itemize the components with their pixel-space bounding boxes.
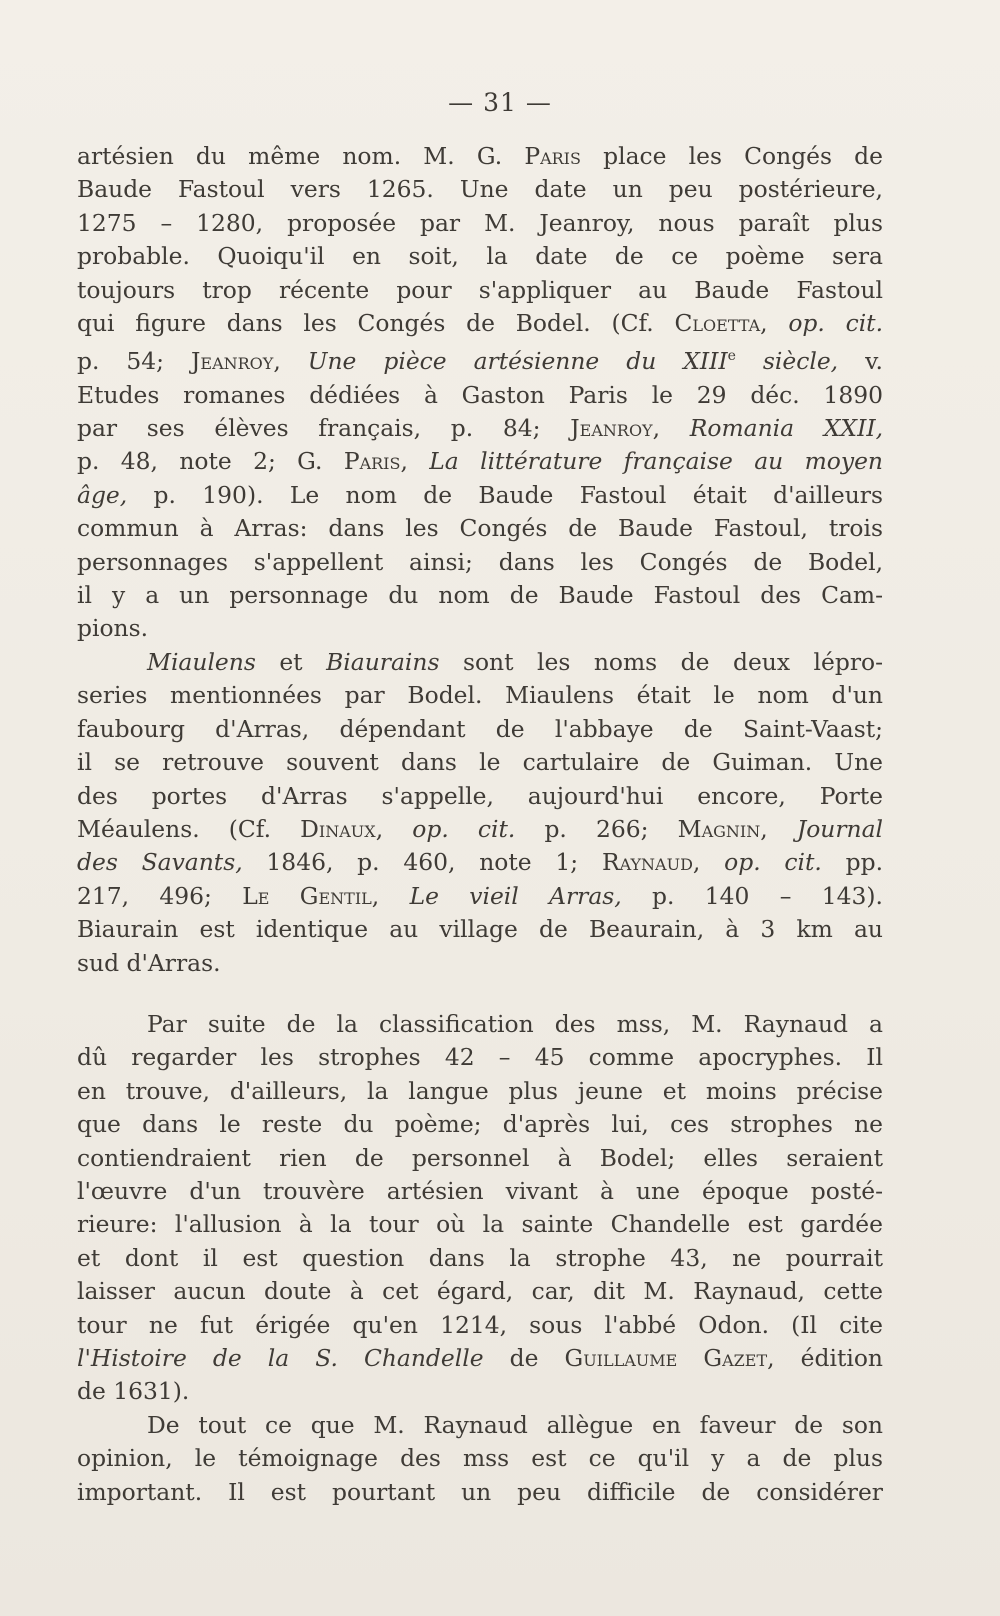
text-segment: Journal — [796, 814, 884, 843]
text-line — [77, 713, 883, 746]
text-segment: 1846, p. 460, note 1; — [242, 848, 602, 877]
text-segment: des portes d'Arras s'appelle, aujourd'hui encore, Porte — [77, 781, 883, 810]
text-line — [77, 445, 883, 478]
text-line — [77, 579, 883, 612]
text-segment: Baude Fastoul vers 1265. Une date un peu postérieure, — [77, 175, 883, 204]
text-segment: Biaurain est identique au village de Beaurain, à 3 km au — [77, 915, 883, 944]
text-segment: , — [692, 848, 725, 877]
text-segment: De tout ce que M. Raynaud allègue en faveur de son — [147, 1410, 883, 1439]
text-segment: Paris — [343, 447, 401, 476]
text-segment: des Savants, — [77, 848, 243, 877]
text-line — [77, 1175, 883, 1208]
text-segment: sud d'Arras. — [77, 948, 221, 977]
text-segment: l'œuvre d'un trouvère artésien vivant à une époque posté- — [77, 1176, 883, 1205]
text-segment: 1275 – 1280, proposée par M. Jeanroy, nous paraît plus — [77, 208, 883, 237]
text-segment: Dinaux — [300, 814, 376, 843]
text-line — [77, 340, 883, 378]
text-segment: op. cit. — [788, 309, 884, 338]
text-line — [77, 379, 883, 412]
text-line — [77, 646, 883, 679]
text-segment: Biaurains — [326, 647, 440, 676]
text-segment: p. 54; — [77, 347, 192, 376]
text-segment: pp. — [821, 848, 884, 877]
text-line — [77, 1041, 883, 1074]
text-line — [77, 240, 883, 273]
paragraph-gap — [77, 980, 883, 1008]
text-segment: de 1631). — [77, 1377, 190, 1406]
text-segment: Cloetta — [674, 309, 761, 338]
text-segment: et — [255, 647, 327, 676]
text-segment: l'Histoire de la S. Chandelle — [77, 1344, 484, 1373]
text-line — [77, 173, 883, 206]
text-segment: Guillaume Gazet — [564, 1344, 768, 1373]
text-segment: toujours trop récente pour s'appliquer au Baude Fastoul — [77, 275, 883, 304]
text-line — [77, 1375, 883, 1408]
text-segment: qui figure dans les Congés de Bodel. (Cf. — [77, 309, 675, 338]
text-line — [77, 307, 883, 340]
text-segment: , — [371, 881, 410, 910]
text-segment: important. Il est pourtant un peu difficile de considérer — [77, 1477, 883, 1506]
text-segment: p. 190). Le nom de Baude Fastoul était d'ailleurs — [127, 480, 883, 509]
page-number: — 31 — — [448, 88, 552, 117]
text-line — [77, 880, 883, 913]
text-line — [77, 207, 883, 240]
text-segment: sont les noms de deux lépro- — [439, 647, 883, 676]
text-segment: rieure: l'allusion à la tour où la sainte Chandelle est gardée — [77, 1210, 883, 1239]
text-line — [77, 913, 883, 946]
text-line — [77, 746, 883, 779]
text-line — [77, 1309, 883, 1342]
text-line — [77, 512, 883, 545]
text-line — [77, 1409, 883, 1442]
text-segment: il y a un personnage du nom de Baude Fastoul des Cam- — [77, 581, 883, 610]
text-segment: pions. — [77, 614, 149, 643]
text-segment: , — [760, 814, 797, 843]
text-segment: dû regarder les strophes 42 – 45 comme apocryphes. Il — [77, 1043, 883, 1072]
text-line — [77, 1075, 883, 1108]
text-line — [77, 1476, 883, 1509]
text-segment: v. — [838, 347, 883, 376]
text-segment: de — [483, 1344, 565, 1373]
text-line — [77, 612, 883, 645]
text-line — [77, 274, 883, 307]
text-line — [77, 479, 883, 512]
text-line — [77, 780, 883, 813]
text-segment: Le vieil Arras, — [409, 881, 622, 910]
text-segment: , — [760, 309, 789, 338]
text-line — [77, 1108, 883, 1141]
text-segment: La littérature française au moyen — [429, 447, 883, 476]
body-text — [77, 140, 883, 1509]
text-line — [77, 813, 883, 846]
text-segment: siècle, — [735, 347, 839, 376]
text-segment: e — [727, 348, 736, 365]
text-segment: Le Gentil — [242, 881, 372, 910]
text-line — [77, 1342, 883, 1375]
text-segment: contiendraient rien de personnel à Bodel; elles seraient — [77, 1143, 883, 1172]
text-segment: Romania XXII, — [689, 414, 883, 443]
text-segment: Miaulens — [147, 647, 256, 676]
text-line — [77, 546, 883, 579]
text-segment: , — [400, 447, 430, 476]
text-segment: op. cit. — [724, 848, 822, 877]
text-segment: Magnin — [677, 814, 761, 843]
text-segment: par ses élèves français, p. 84; — [77, 414, 571, 443]
text-segment: que dans le reste du poème; d'après lui, ces strophes ne — [77, 1110, 883, 1139]
text-line — [77, 1442, 883, 1475]
text-segment: , — [652, 414, 690, 443]
text-segment: âge, — [77, 480, 128, 509]
text-segment: et dont il est question dans la strophe 43, ne pourrait — [77, 1243, 883, 1272]
text-line — [77, 679, 883, 712]
text-segment: opinion, le témoignage des mss est ce qu'il y a de plus — [77, 1444, 883, 1473]
text-segment: Etudes romanes dédiées à Gaston Paris le 29 déc. 1890 — [77, 380, 883, 409]
text-segment: Paris — [524, 142, 581, 170]
text-segment: Méaulens. (Cf. — [77, 814, 301, 843]
text-segment: il se retrouve souvent dans le cartulaire de Guiman. Une — [77, 748, 883, 777]
text-line — [77, 846, 883, 879]
text-segment: , — [273, 347, 308, 376]
text-segment: p. 140 – 143). — [621, 881, 883, 910]
text-line — [77, 1208, 883, 1241]
text-segment: Une pièce artésienne du XIII — [307, 347, 728, 376]
text-segment: artésien du même nom. M. G. — [77, 142, 525, 170]
text-segment: en trouve, d'ailleurs, la langue plus jeune et moins précise — [77, 1076, 883, 1105]
text-segment: Jeanroy — [570, 414, 653, 443]
text-line — [77, 1142, 883, 1175]
text-line — [77, 947, 883, 980]
text-segment: personnages s'appellent ainsi; dans les Congés de Bodel, — [77, 547, 883, 576]
text-segment: commun à Arras: dans les Congés de Baude Fastoul, trois — [77, 514, 883, 543]
text-segment: laisser aucun doute à cet égard, car, dit M. Raynaud, cette — [77, 1277, 883, 1306]
text-line — [77, 140, 883, 173]
text-segment: 217, 496; — [77, 881, 243, 910]
text-segment: p. 266; — [515, 814, 678, 843]
text-segment: Jeanroy — [191, 347, 274, 376]
text-segment: op. cit. — [412, 814, 516, 843]
text-line — [77, 1242, 883, 1275]
text-segment: p. 48, note 2; G. — [77, 447, 344, 476]
text-segment: tour ne fut érigée qu'en 1214, sous l'abbé Odon. (Il cite — [77, 1310, 883, 1339]
text-segment: probable. Quoiqu'il en soit, la date de ce poème sera — [77, 242, 883, 271]
text-segment: Raynaud — [601, 848, 693, 877]
text-line — [77, 1275, 883, 1308]
text-segment: , — [375, 814, 413, 843]
text-line — [77, 1008, 883, 1041]
text-segment: Par suite de la classification des mss, M. Raynaud a — [147, 1009, 883, 1038]
text-segment: series mentionnées par Bodel. Miaulens était le nom d'un — [77, 681, 883, 710]
text-segment: place les Congés de — [580, 142, 883, 170]
text-segment: faubourg d'Arras, dépendant de l'abbaye de Saint-Vaast; — [77, 714, 883, 743]
text-line — [77, 412, 883, 445]
text-segment: , édition — [767, 1344, 883, 1373]
